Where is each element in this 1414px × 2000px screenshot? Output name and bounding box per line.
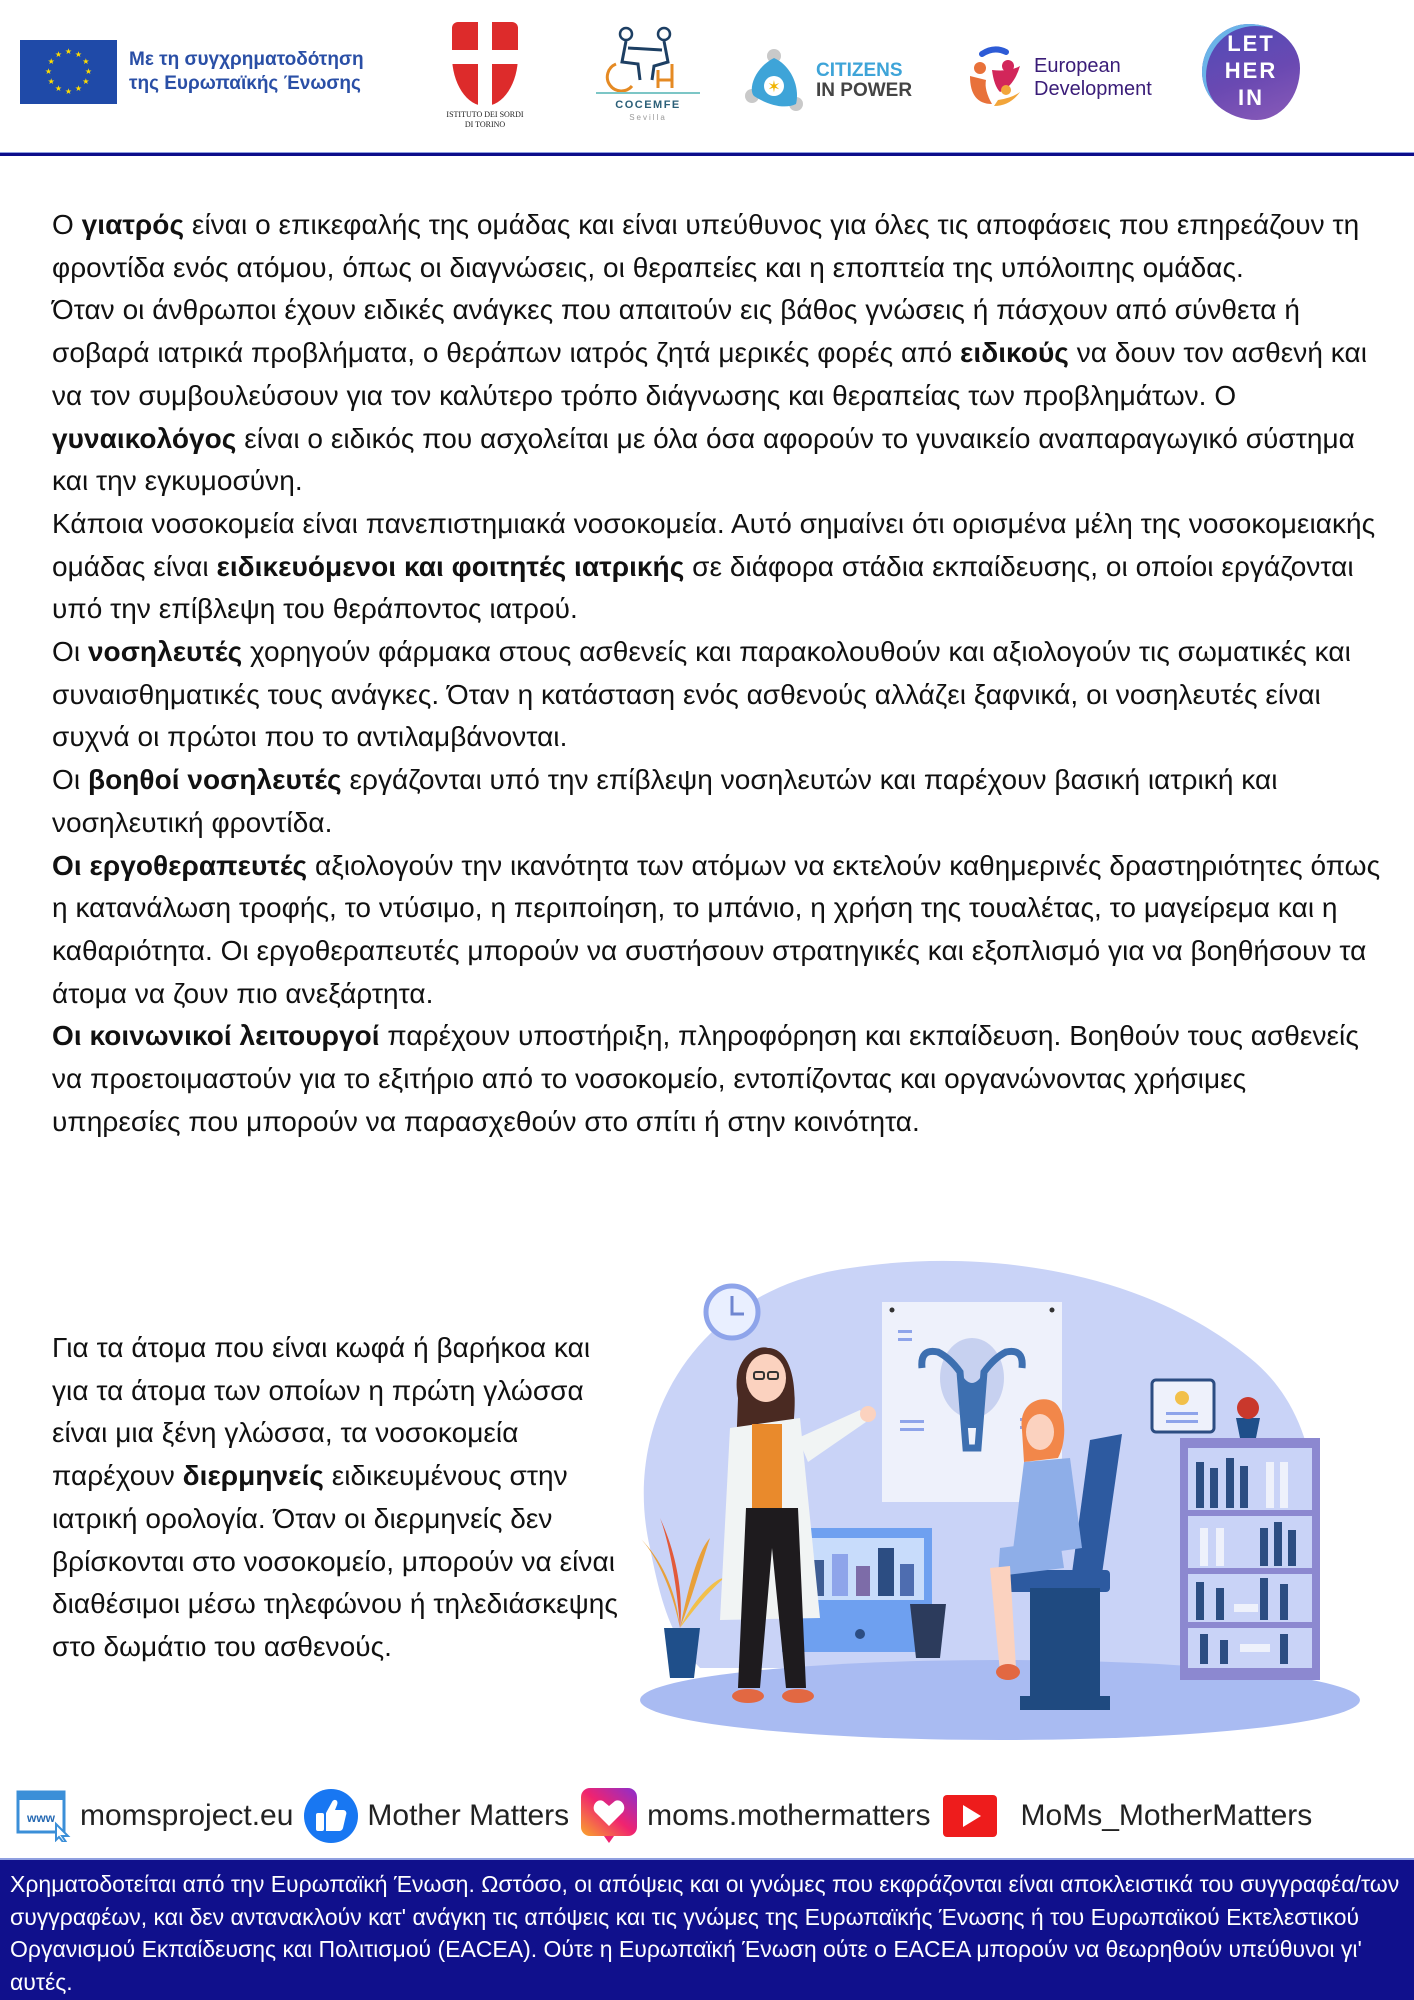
citizens-star-icon [744, 48, 810, 114]
paragraph [52, 289, 1382, 503]
text-run: ειδικευμένους στην ιατρική ορολογία. Όταν οι διερμηνείς δεν βρίσκονται στο νοσοκομείο, μπορούν να είναι διαθέσιμοι μέσω τηλεφώνου ή τηλεδιάσκεψης στο δωμάτιο του ασθενούς. [52, 1460, 618, 1662]
bookshelf [1180, 1438, 1320, 1680]
let-her-in-text [1216, 30, 1286, 118]
eu-disclaimer-text: Χρηματοδοτείται από την Ευρωπαϊκή Ένωση. Ωστόσο, οι απόψεις και οι γνώμες που εκφράζονται είναι αποκλειστικά του συγγραφέα/των συγγραφέων, και δεν αντανακλούν κατ' ανάγκη τις απόψεις και τις γνώμες της Ευρωπαϊκής Ένωσης ή του Ευρωπαϊκού Εκτελεστικού Οργανισμού Εκπαίδευσης και Πολιτισμού (EACEA). Ούτε η Ευρωπαϊκή Ένωση ούτε ο EACEA μπορούν να θεωρηθούν υπεύθυνοι γι' αυτές. [10, 1871, 1400, 1995]
european-development-logo [966, 46, 1152, 110]
svg-text:✶: ✶ [767, 79, 781, 96]
bold-term: βοηθοί νοσηλευτές [87, 764, 342, 796]
instagram-link[interactable] [579, 1786, 930, 1846]
text-run: Για τα άτομα που είναι κωφά ή βαρήκοα και για τα άτομα των οποίων η πρώτη γλώσσα είναι μια ξένη γλώσσα, τα νοσοκομεία παρέχουν [52, 1332, 591, 1492]
paragraph [52, 845, 1382, 1016]
eu-star-icon: ★ [84, 67, 93, 76]
facebook-label: Mother Matters [367, 1799, 570, 1832]
website-label: momsproject.eu [80, 1799, 294, 1832]
torino-line2: DI TORINO [464, 120, 506, 129]
istituto-sordi-torino-logo [440, 22, 530, 130]
eu-star-icon: ★ [82, 77, 90, 86]
paragraph [52, 503, 1382, 631]
text-run: αξιολογούν την ικανότητα των ατόμων να εκτελούν καθημερινές δραστηριότητες όπως η κατανάλωση τροφής, το ντύσιμο, η περιποίηση, το μπάνιο, η χρήση της τουαλέτας, το μαγείρεμα και η καθαριότητα. Οι εργοθεραπευτές μπορούν να συστήσουν στρατηγικές και εξοπλισμό για να βοηθήσουν τα άτομα να ζουν πιο ανεξάρτητα. [52, 849, 1381, 1009]
eu-disclaimer-footer [0, 1858, 1414, 2000]
citizens-line1: CITIZENS [816, 60, 903, 81]
lhi-line1: LET [1227, 31, 1275, 56]
text-run: Οι [52, 764, 88, 796]
bold-term: νοσηλευτές [87, 636, 243, 668]
paragraph [52, 204, 1382, 289]
facebook-link[interactable] [303, 1788, 569, 1844]
eu-flag-icon [20, 40, 117, 104]
bold-term: ειδικευόμενοι και φοιτητές ιατρικής [216, 550, 685, 582]
bold-term: διερμηνείς [182, 1460, 324, 1492]
eu-star-icon: ★ [54, 84, 63, 94]
trash-bin-icon [910, 1604, 946, 1658]
paragraph [52, 1015, 1382, 1143]
bold-term: Οι κοινωνικοί λειτουργοί [52, 1020, 380, 1052]
main-content [52, 204, 1382, 1143]
torino-line1: ISTITUTO DEI SORDI [446, 110, 524, 119]
torino-logo-text [440, 110, 530, 130]
text-run: Όταν οι άνθρωποι έχουν ειδικές ανάγκες που απαιτούν εις βάθος γνώσεις ή πάσχουν από σύνθετα ή σοβαρά ιατρικά προβλήματα, ο θεράπων ιατρός ζητά μερικές φορές από [52, 294, 1300, 369]
doctor-patient-illustration [620, 1248, 1370, 1748]
eu-star-icon: ★ [74, 49, 83, 59]
ed-line2: Development [1034, 78, 1152, 100]
lhi-line3: IN [1238, 85, 1264, 110]
bold-term: γιατρός [81, 209, 185, 240]
eu-star-icon: ★ [47, 77, 55, 86]
text-run: εργάζονται υπό την επίβλεψη νοσηλευτών και παρέχουν βασική ιατρική και νοσηλευτική φροντίδα. [52, 764, 1278, 838]
let-her-in-logo [1202, 24, 1302, 122]
paragraph [52, 759, 1382, 844]
text-run: είναι ο ειδικός που ασχολείται με όλα όσα αφορούν το γυναικείο αναπαραγωγικό σύστημα και την εγκυμοσύνη. [52, 422, 1355, 497]
instagram-label: moms.mothermatters [647, 1799, 931, 1832]
header [0, 0, 1414, 156]
text-run: να δουν τον ασθενή και να τον συμβουλεύσουν για τον καλύτερο τρόπο διάγνωσης και θεραπείας των προβλημάτων. Ο [52, 337, 1368, 411]
text-run: παρέχουν υποστήριξη, πληροφόρηση και εκπαίδευση. Βοηθούν τους ασθενείς να προετοιμαστούν για το εξιτήριο από το νοσοκομείο, εντοπίζοντας και οργανώνοντας χρήσιμες υπηρεσίες που μπορούν να παρασχεθούν στο σπίτι ή στην κοινότητα. [52, 1020, 1359, 1137]
ed-line1: European [1034, 55, 1121, 77]
facebook-like-icon [303, 1788, 359, 1844]
citizens-text [816, 61, 912, 101]
paragraph [52, 631, 1382, 759]
european-development-text [1034, 55, 1152, 101]
text-run: Κάποια νοσοκομεία είναι πανεπιστημιακά νοσοκομεία. Αυτό σημαίνει ότι ορισμένα μέλη της νοσοκομειακής ομάδας είναι [52, 507, 1376, 582]
people-handshake-icon [592, 24, 704, 92]
eu-cofunded-logo [20, 40, 364, 104]
eu-star-icon: ★ [64, 87, 73, 96]
cocemfe-logo [592, 24, 704, 122]
youtube-link[interactable] [941, 1793, 1313, 1839]
header-divider [0, 152, 1414, 156]
eu-cofunded-text [129, 48, 364, 96]
eu-star-icon: ★ [44, 67, 53, 76]
www-icon [16, 1790, 72, 1842]
text-run: Οι [52, 636, 88, 668]
citizens-line2: IN POWER [816, 80, 913, 101]
website-link[interactable] [16, 1790, 293, 1842]
youtube-play-icon [941, 1793, 999, 1839]
shield-icon [452, 22, 518, 106]
cocemfe-name: COCEMFE [615, 99, 681, 111]
bold-term: Οι εργοθεραπευτές [52, 849, 308, 881]
text-run: χορηγούν φάρμακα στους ασθενείς και παρακολουθούν και αξιολογούν τις σωματικές και συναισθηματικές τους ανάγκες. Όταν η κατάσταση ενός ασθενούς αλλάζει ξαφνικά, οι νοσηλευτές είναι συχνά οι πρώτοι που το αντιλαμβάνονται. [52, 636, 1351, 753]
text-run: είναι ο επικεφαλής της ομάδας και είναι υπεύθυνος για όλες τις αποφάσεις που επηρεάζουν τη φροντίδα ενός ατόμου, όπως οι διαγνώσεις, οι θεραπείες και η εποπτεία της υπόλοιπης ομάδας. [52, 209, 1360, 283]
cocemfe-divider [596, 92, 700, 94]
eu-star-icon: ★ [82, 57, 90, 66]
bold-term: ειδικούς [960, 337, 1069, 369]
eu-star-icon: ★ [54, 49, 63, 59]
eu-cofunded-line1: Με τη συγχρηματοδότηση [129, 49, 364, 70]
eu-cofunded-line2: της Ευρωπαϊκής Ένωσης [129, 73, 361, 94]
text-run: σε διάφορα στάδια εκπαίδευσης, οι οποίοι εργάζονται υπό την επίβλεψη του θεράποντος ιατρού. [52, 550, 1354, 625]
interpreters-paragraph [52, 1327, 632, 1669]
wall-clock-icon [706, 1286, 758, 1338]
eu-star-icon: ★ [64, 47, 73, 56]
bold-term: γυναικολόγος [52, 422, 237, 454]
certificate-frame [1152, 1380, 1214, 1432]
youtube-label: MoMs_MotherMatters [1020, 1799, 1313, 1832]
svg-text:www: www [26, 1811, 56, 1825]
people-group-icon [966, 46, 1026, 110]
text-run: Ο [52, 209, 82, 240]
citizens-in-power-logo [744, 48, 912, 114]
cocemfe-city: Sevilla [629, 113, 667, 122]
eu-star-icon: ★ [47, 57, 55, 66]
social-links-bar [0, 1790, 1414, 1842]
instagram-heart-icon [579, 1786, 639, 1846]
lhi-line2: HER [1224, 58, 1278, 83]
eu-star-icon: ★ [74, 84, 83, 94]
